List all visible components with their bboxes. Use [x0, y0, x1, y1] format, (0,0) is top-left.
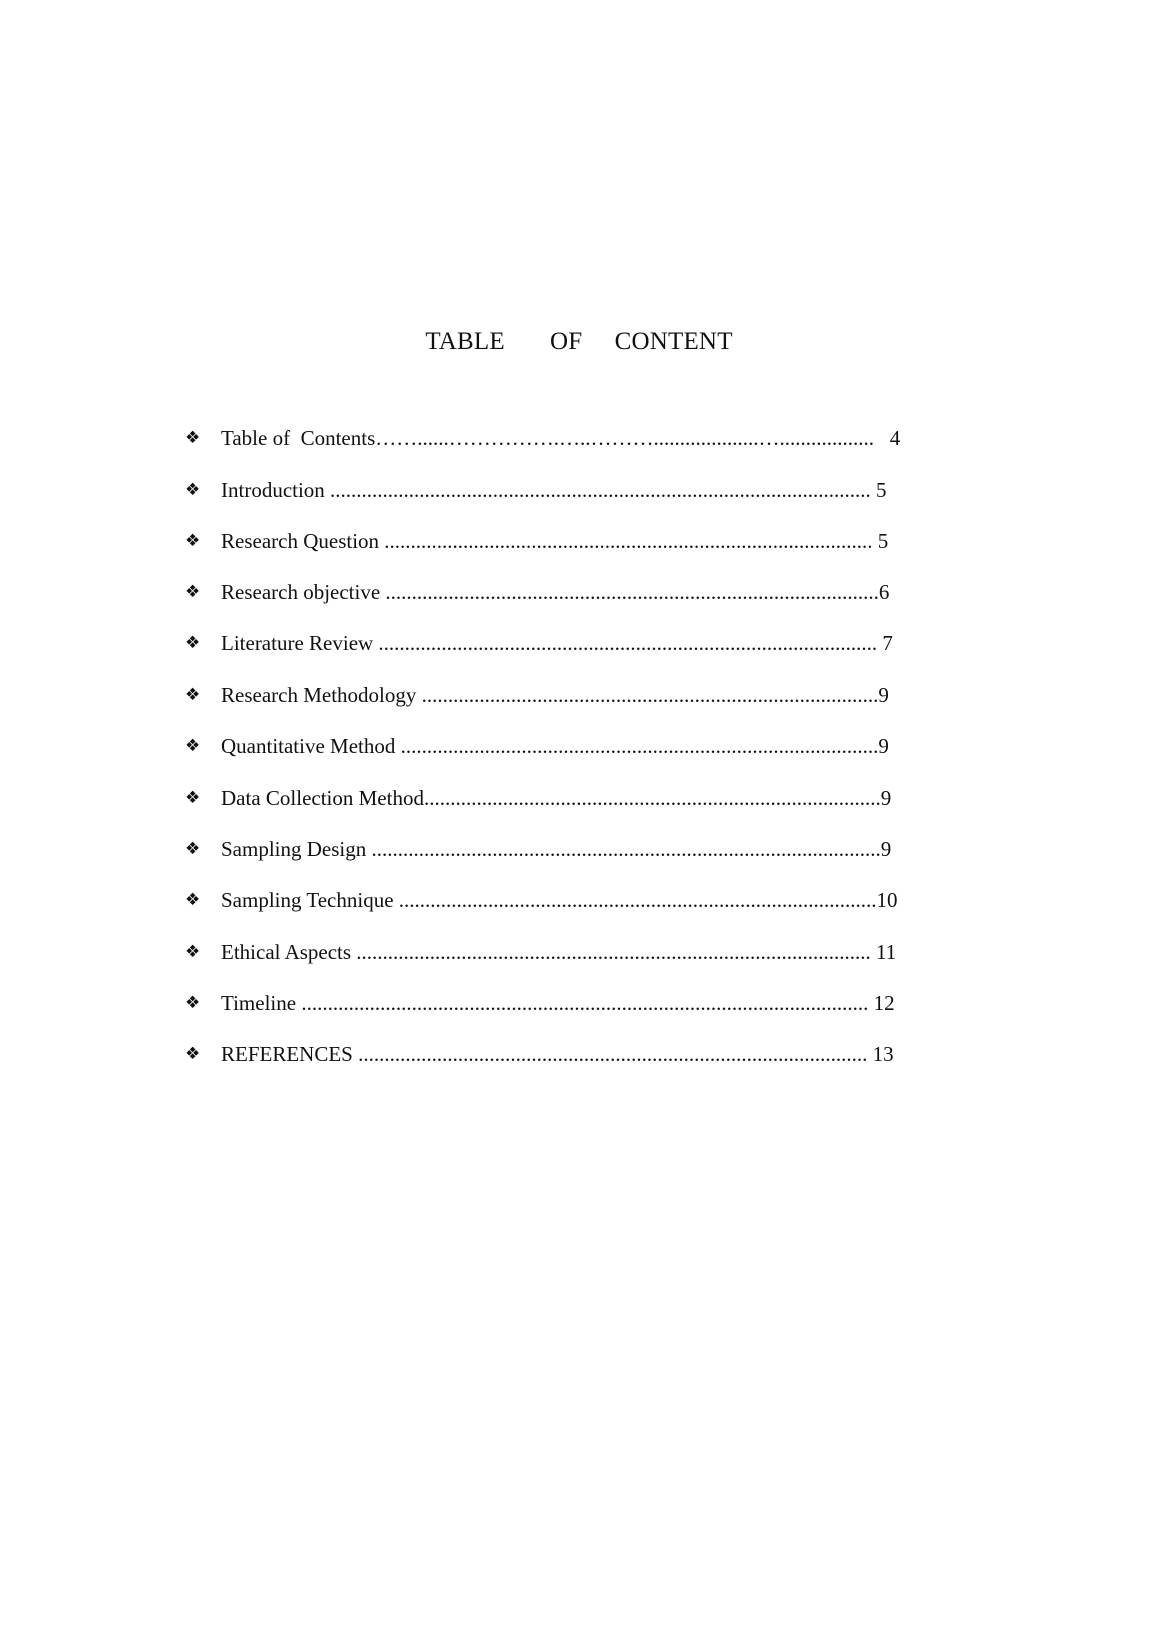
toc-entry: [185, 628, 893, 658]
toc-entry: [185, 1039, 894, 1069]
toc-entry-text: Research Methodology .......................................................................................9: [221, 683, 889, 707]
diamond-bullet-icon: ❖: [185, 993, 201, 1013]
diamond-bullet-icon: ❖: [185, 633, 201, 653]
toc-entry-text: Timeline ............................................................................................................ 12: [221, 991, 895, 1015]
diamond-bullet-icon: ❖: [185, 531, 201, 551]
toc-entry-text: Ethical Aspects .................................................................................................. 11: [221, 940, 897, 964]
diamond-bullet-icon: ❖: [185, 1044, 201, 1064]
toc-entry: [185, 937, 896, 967]
page-title: TABLE OF CONTENT: [425, 328, 733, 355]
toc-entry-text: Research Question ............................................................................................. 5: [221, 529, 889, 553]
toc-entry: [185, 577, 889, 607]
diamond-bullet-icon: ❖: [185, 788, 201, 808]
toc-entry-text: REFERENCES ................................................................................................. 13: [221, 1042, 894, 1066]
toc-entry: [185, 834, 891, 864]
diamond-bullet-icon: ❖: [185, 736, 201, 756]
toc-entry: [185, 475, 887, 505]
diamond-bullet-icon: ❖: [185, 685, 201, 705]
diamond-bullet-icon: ❖: [185, 890, 201, 910]
toc-entry-text: Data Collection Method.......................................................................................9: [221, 786, 892, 810]
diamond-bullet-icon: ❖: [185, 839, 201, 859]
diamond-bullet-icon: ❖: [185, 942, 201, 962]
toc-entry-text: Sampling Design .................................................................................................9: [221, 837, 892, 861]
toc-entry: [185, 885, 898, 915]
toc-entry: [185, 680, 889, 710]
toc-entry-text: Table of Contents……......…………….…..………....................….................. 4: [221, 426, 901, 450]
toc-entry: [185, 988, 895, 1018]
toc-entry-text: Introduction ....................................................................................................... 5: [221, 478, 887, 502]
toc-entry: [185, 526, 888, 556]
toc-entry-text: Literature Review ............................................................................................... 7: [221, 631, 893, 655]
toc-entry-text: Quantitative Method ...........................................................................................9: [221, 734, 889, 758]
toc-entry: [185, 783, 891, 813]
diamond-bullet-icon: ❖: [185, 428, 201, 448]
toc-entry-text: Research objective ..............................................................................................6: [221, 580, 890, 604]
diamond-bullet-icon: ❖: [185, 480, 201, 500]
toc-entry: [185, 423, 900, 453]
toc-entry: [185, 731, 889, 761]
diamond-bullet-icon: ❖: [185, 582, 201, 602]
toc-entry-text: Sampling Technique ...........................................................................................10: [221, 888, 898, 912]
